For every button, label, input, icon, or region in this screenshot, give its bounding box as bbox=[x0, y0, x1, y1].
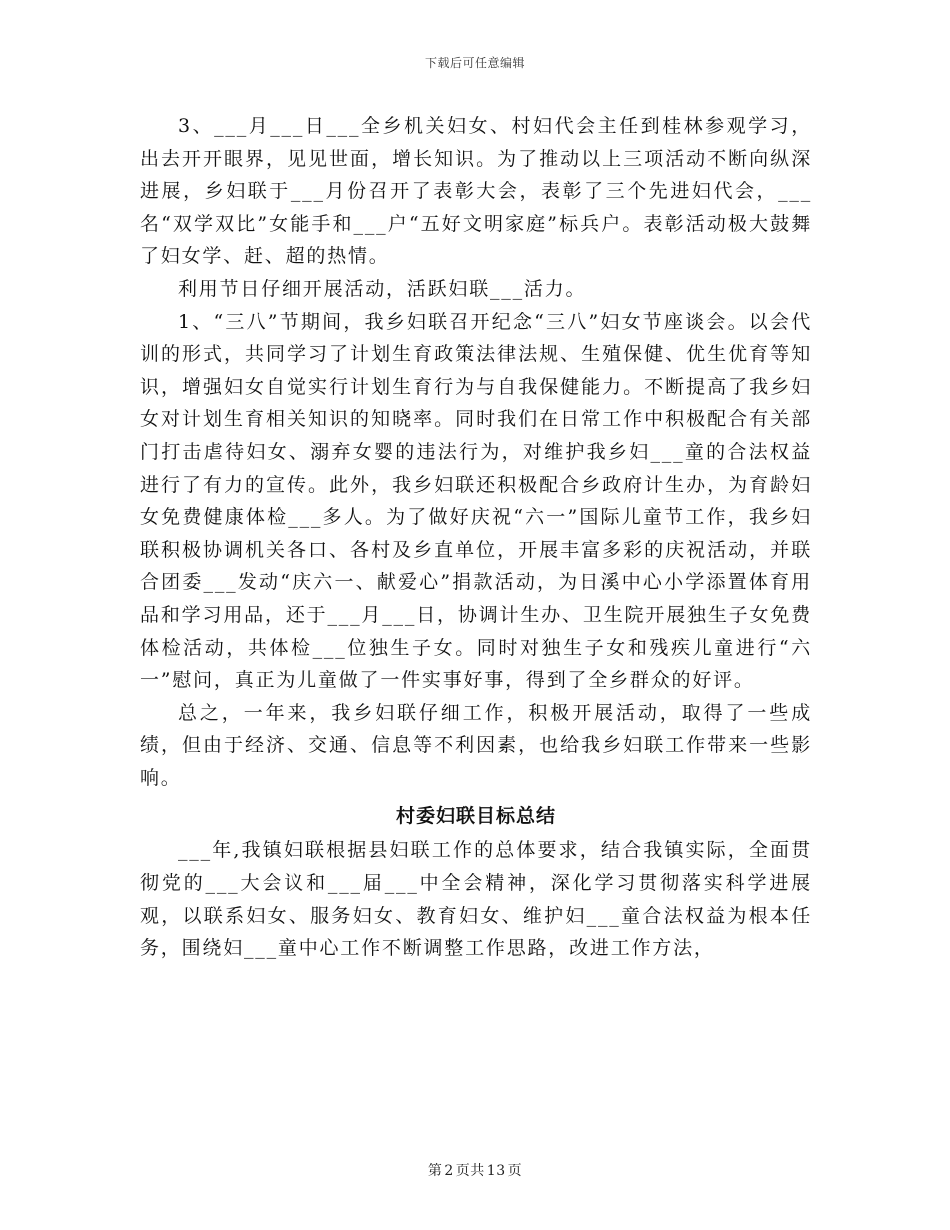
page-number-footer bbox=[0, 1160, 950, 1180]
paragraph-4: 总之，一年来，我乡妇联仔细工作，积极开展活动，取得了一些成绩，但由于经济、交通、信息等不利因素，也给我乡妇联工作带来一些影响。 bbox=[140, 701, 812, 789]
footer-middle: 页共 bbox=[455, 1163, 485, 1179]
current-page-number: 2 bbox=[444, 1163, 454, 1179]
section-title: 村委妇联目标总结 bbox=[395, 805, 556, 828]
document-body bbox=[140, 110, 812, 965]
section-paragraph: ___年,我镇妇联根据县妇联工作的总体要求，结合我镇实际，全面贯彻党的___大会议和___届___中全会精神，深化学习贯彻落实科学进展观，以联系妇女、服务妇女、教育妇女、维护妇___童合法权益为根本任务，围绕妇___童中心工作不断调整工作思路，改进工作方法， bbox=[140, 839, 812, 960]
footer-prefix: 第 bbox=[427, 1163, 443, 1179]
paragraph-2: 利用节日仔细开展活动，活跃妇联___活力。 bbox=[178, 277, 587, 300]
paragraph-1: 3、___月___日___全乡机关妇女、村妇代会主任到桂林参观学习，出去开开眼界，见见世面，增长知识。为了推动以上三项活动不断向纵深进展，乡妇联于___月份召开了表彰大会，表彰了三个先进妇代会，___名“双学双比”女能手和___户“五好文明家庭”标兵户。表彰活动极大鼓舞了妇女学、赶、超的热情。 bbox=[140, 115, 812, 268]
header-note: 下载后可任意编辑 bbox=[424, 56, 525, 70]
total-page-count: 13 bbox=[486, 1163, 506, 1179]
footer-suffix: 页 bbox=[507, 1163, 523, 1179]
paragraph-3: 1、“三八”节期间，我乡妇联召开纪念“三八”妇女节座谈会。以会代训的形式，共同学习了计划生育政策法律法规、生殖保健、优生优育等知识，增强妇女自觉实行计划生育行为与自我保健能力。不断提高了我乡妇女对计划生育相关知识的知晓率。同时我们在日常工作中积极配合有关部门打击虐待妇女、溺弃女婴的违法行为，对维护我乡妇___童的合法权益进行了有力的宣传。此外，我乡妇联还积极配合乡政府计生办，为育龄妇女免费健康体检___多人。为了做好庆祝“六一”国际儿童节工作，我乡妇联积极协调机关各口、各村及乡直单位，开展丰富多彩的庆祝活动，并联合团委___发动“庆六一、献爱心”捐款活动，为日溪中心小学添置体育用品和学习用品，还于___月___日，协调计生办、卫生院开展独生子女免费体检活动，共体检___位独生子女。同时对独生子女和残疾儿童进行“六一”慰问，真正为儿童做了一件实事好事，得到了全乡群众的好评。 bbox=[140, 310, 812, 692]
